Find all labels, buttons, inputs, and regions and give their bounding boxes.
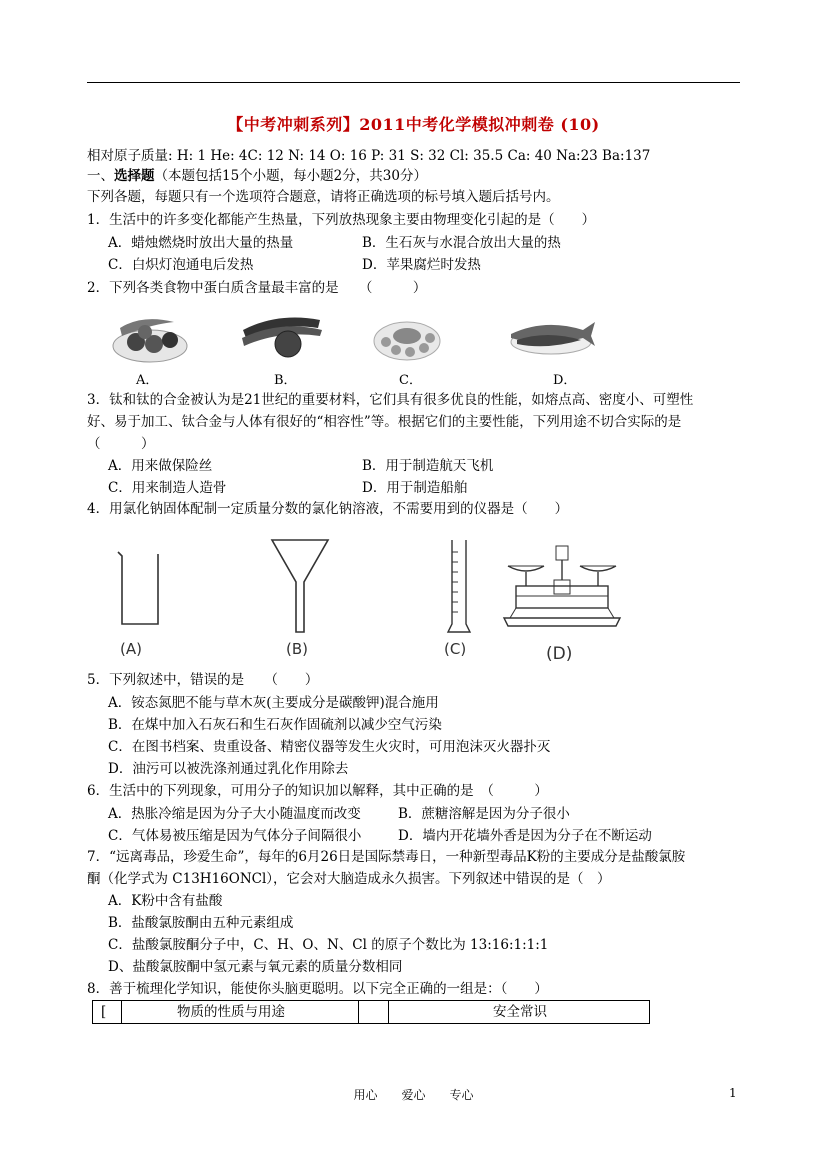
q4-label-a: (A) xyxy=(120,640,142,658)
q7-option-d: D、盐酸氯胺酮中氢元素与氧元素的质量分数相同 xyxy=(108,959,403,975)
q6-stem: 6．生活中的下列现象，可用分子的知识加以解释，其中正确的是 （ ） xyxy=(87,783,548,799)
q8-table xyxy=(92,1000,650,1024)
q1-stem: 1．生活中的许多变化都能产生热量，下列放热现象主要由物理变化引起的是（ ） xyxy=(87,212,596,228)
q3-line1: 3．钛和钛的合金被认为是21世纪的重要材料，它们具有很多优良的性能，如熔点高、密度小、可塑性 xyxy=(87,392,694,408)
graduated-cylinder-drawing xyxy=(446,538,472,634)
page-footer: 用心 爱心 专心 xyxy=(353,1088,474,1102)
q4-stem: 4．用氯化钠固体配制一定质量分数的氯化钠溶液，不需要用到的仪器是（ ） xyxy=(87,501,569,517)
q6-option-b: B．蔗糖溶解是因为分子很小 xyxy=(398,806,570,822)
q5-option-a: A．铵态氮肥不能与草木灰(主要成分是碳酸钾)混合施用 xyxy=(108,695,439,711)
q2-stem: 2．下列各类食物中蛋白质含量最丰富的是 （ ） xyxy=(87,280,427,296)
q7-option-c: C．盐酸氯胺酮分子中，C、H、O、N、Cl 的原子个数比为 13:16:1:1:1 xyxy=(108,937,549,953)
header-rule xyxy=(87,82,740,83)
q3-option-d: D．用于制造船舶 xyxy=(362,480,468,496)
q3-line3: （ ） xyxy=(87,436,155,452)
fruit-plate-image xyxy=(112,306,188,364)
balance-scale-drawing xyxy=(502,540,622,634)
q1-option-a: A．蜡烛燃烧时放出大量的热量 xyxy=(108,235,294,251)
q7-line2: 酮（化学式为 C13H16ONCl），它会对大脑造成永久损害。下列叙述中错误的是（ ） xyxy=(87,871,611,887)
q1-option-b: B．生石灰与水混合放出大量的热 xyxy=(362,235,561,251)
q7-option-a: A．K粉中含有盐酸 xyxy=(108,893,223,909)
q4-label-c: (C) xyxy=(444,640,467,658)
atomic-mass-line: 相对原子质量: H: 1 He: 4C: 12 N: 14 O: 16 P: 31 S: 32 Cl: 35.5 Ca: 40 Na:23 Ba:137 xyxy=(87,148,651,164)
q8-stem: 8．善于梳理化学知识，能使你头脑更聪明。以下完全正确的一组是：（ ） xyxy=(87,981,548,997)
q7-option-b: B．盐酸氯胺酮由五种元素组成 xyxy=(108,915,294,931)
page-number: 1 xyxy=(729,1086,737,1100)
q5-option-d: D．油污可以被洗涤剂通过乳化作用除去 xyxy=(108,761,349,777)
q8-table-header-safety: 安全常识 xyxy=(493,1004,547,1020)
q3-option-c: C．用来制造人造骨 xyxy=(108,480,227,496)
sausage-plate-image xyxy=(238,310,324,360)
q2-label-a: A． xyxy=(136,373,159,388)
q3-option-a: A．用来做保险丝 xyxy=(108,458,213,474)
q5-stem: 5．下列叙述中，错误的是 （ ） xyxy=(87,672,319,688)
q3-line2: 好、易于加工、钛合金与人体有很好的“相容性”等。根据它们的主要性能，下列用途不切合实际的是 xyxy=(87,414,682,430)
q2-label-b: B． xyxy=(274,373,297,388)
q2-label-c: C． xyxy=(399,373,422,388)
q4-label-d: (D) xyxy=(546,644,573,664)
q6-option-a: A．热胀冷缩是因为分子大小随温度而改变 xyxy=(108,806,361,822)
beaker-drawing xyxy=(116,548,164,628)
fish-plate-image xyxy=(505,314,597,358)
q1-option-d: D．苹果腐烂时发热 xyxy=(362,257,481,273)
q2-label-d: D． xyxy=(553,373,577,388)
exam-title: 【中考冲刺系列】2011中考化学模拟冲刺卷 (10) xyxy=(227,115,600,134)
cake-plate-image xyxy=(372,316,442,362)
q8-table-header-properties: 物质的性质与用途 xyxy=(177,1004,285,1020)
funnel-drawing xyxy=(270,538,330,634)
q7-line1: 7．“远离毒品，珍爱生命”，每年的6月26日是国际禁毒日，一种新型毒品K粉的主要成分是盐酸氯胺 xyxy=(87,849,686,865)
q6-option-d: D．墙内开花墙外香是因为分子在不断运动 xyxy=(398,828,652,844)
instructions: 下列各题，每题只有一个选项符合题意，请将正确选项的标号填入题后括号内。 xyxy=(87,189,560,205)
q5-option-c: C．在图书档案、贵重设备、精密仪器等发生火灾时，可用泡沫灭火器扑灭 xyxy=(108,739,551,755)
q1-option-c: C．白炽灯泡通电后发热 xyxy=(108,257,254,273)
q6-option-c: C．气体易被压缩是因为气体分子间隔很小 xyxy=(108,828,362,844)
q8-table-cell-bracket: [ xyxy=(101,1004,107,1020)
q3-option-b: B．用于制造航天飞机 xyxy=(362,458,494,474)
q5-option-b: B．在煤中加入石灰石和生石灰作固硫剂以减少空气污染 xyxy=(108,717,442,733)
section-heading: 一、选择题（本题包括15个小题，每小题2分，共30分） xyxy=(87,168,427,184)
q4-label-b: (B) xyxy=(286,640,308,658)
